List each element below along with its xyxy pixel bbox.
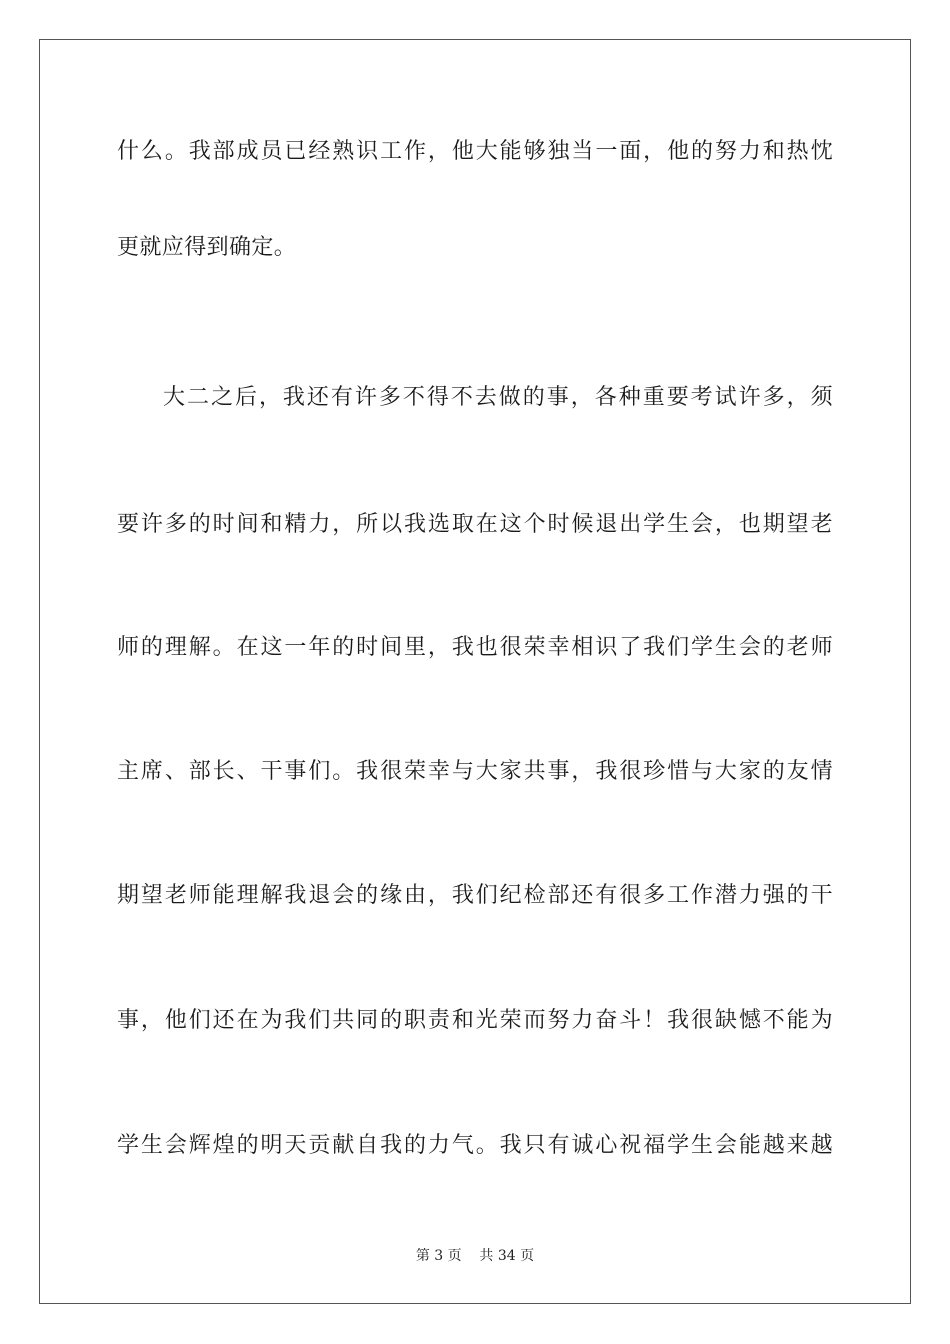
page-border <box>39 39 911 1304</box>
text-line-4: 要许多的时间和精力，所以我选取在这个时候退出学生会，也期望老 <box>117 512 833 537</box>
text-line-9: 学生会辉煌的明天贡献自我的力气。我只有诚心祝福学生会能越来越 <box>117 1133 833 1158</box>
text-line-3-paragraph-start: 大二之后，我还有许多不得不去做的事，各种重要考试许多，须 <box>163 385 833 410</box>
text-line-1: 什么。我部成员已经熟识工作，他大能够独当一面，他的努力和热忱 <box>117 139 833 164</box>
text-line-5: 师的理解。在这一年的时间里，我也很荣幸相识了我们学生会的老师 <box>117 635 833 660</box>
text-line-7: 期望老师能理解我退会的缘由，我们纪检部还有很多工作潜力强的干 <box>117 883 833 908</box>
text-line-8: 事，他们还在为我们共同的职责和光荣而努力奋斗！我很缺憾不能为 <box>117 1008 833 1033</box>
page-number-footer: 第 3 页 共 34 页 <box>415 1248 535 1264</box>
text-line-6: 主席、部长、干事们。我很荣幸与大家共事，我很珍惜与大家的友情 <box>117 759 833 784</box>
text-line-2: 更就应得到确定。 <box>117 235 297 260</box>
